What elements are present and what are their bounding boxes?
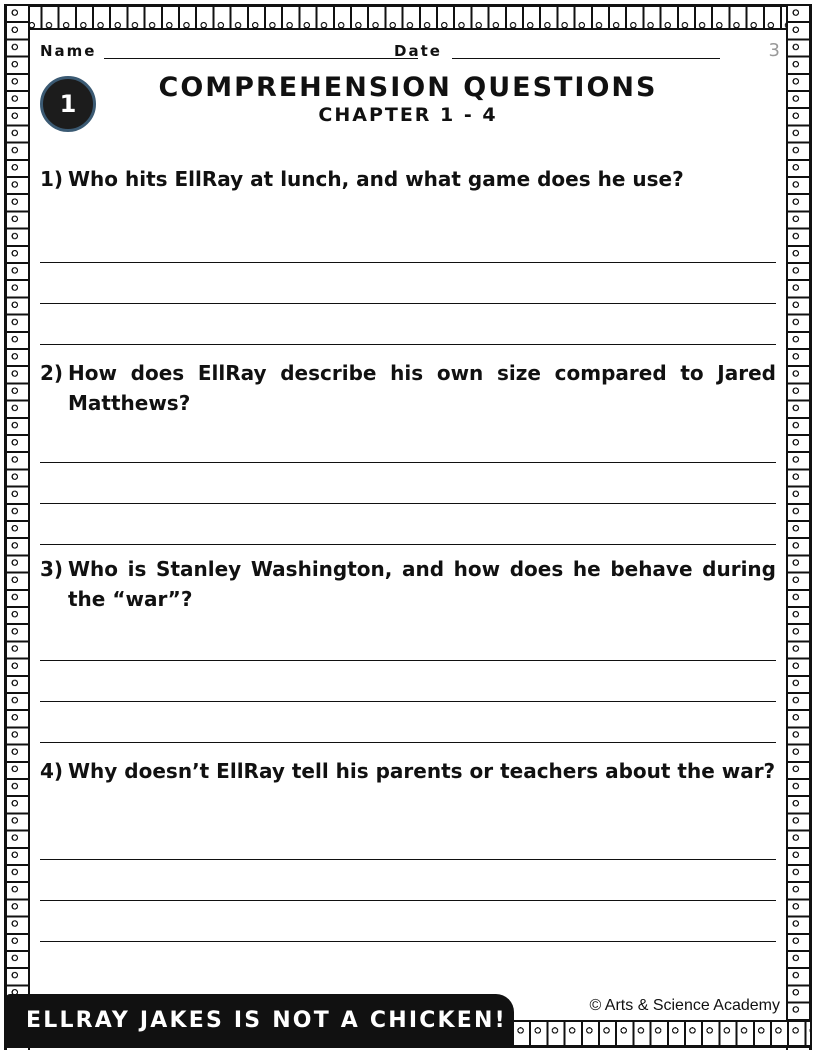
- name-date-row: [40, 40, 784, 62]
- answer-line[interactable]: [40, 660, 776, 661]
- book-title: ELLRAY JAKES IS NOT A CHICKEN!: [26, 1008, 507, 1033]
- question-4: [40, 756, 776, 786]
- question-text: How does EllRay describe his own size compared to Jared Matthews?: [68, 361, 776, 415]
- date-label: Date: [394, 42, 442, 60]
- date-field-line[interactable]: [452, 58, 720, 59]
- question-number: 1): [40, 167, 64, 191]
- decorative-border-left: [4, 4, 30, 1050]
- page-number: 3: [768, 40, 780, 61]
- answer-line[interactable]: [40, 742, 776, 743]
- question-3: [40, 554, 776, 614]
- answer-line[interactable]: [40, 462, 776, 463]
- copyright-notice: © Arts & Science Academy: [589, 997, 780, 1014]
- name-label: Name: [40, 42, 97, 60]
- answer-line[interactable]: [40, 503, 776, 504]
- answer-line[interactable]: [40, 859, 776, 860]
- question-number: 4): [40, 759, 64, 783]
- question-number: 3): [40, 557, 64, 581]
- answer-line[interactable]: [40, 303, 776, 304]
- answer-line[interactable]: [40, 701, 776, 702]
- book-title-banner: [6, 994, 514, 1048]
- name-field-line[interactable]: [104, 58, 418, 59]
- answer-line[interactable]: [40, 344, 776, 345]
- question-2: [40, 358, 776, 418]
- question-number: 2): [40, 361, 64, 385]
- page-title: COMPREHENSION QUESTIONS: [158, 72, 658, 103]
- question-text: Who is Stanley Washington, and how does he behave during the “war”?: [68, 557, 776, 611]
- answer-line[interactable]: [40, 900, 776, 901]
- decorative-border-top: [6, 4, 810, 30]
- question-1: [40, 164, 776, 194]
- decorative-border-bottom: [512, 1020, 810, 1048]
- answer-line[interactable]: [40, 262, 776, 263]
- question-text: Why doesn’t EllRay tell his parents or teachers about the war?: [68, 759, 776, 783]
- page-subtitle: CHAPTER 1 - 4: [318, 104, 498, 126]
- section-number-badge: 1: [40, 76, 96, 132]
- answer-line[interactable]: [40, 544, 776, 545]
- answer-line[interactable]: [40, 941, 776, 942]
- decorative-border-right: [786, 4, 812, 1050]
- question-text: Who hits EllRay at lunch, and what game does he use?: [68, 167, 684, 191]
